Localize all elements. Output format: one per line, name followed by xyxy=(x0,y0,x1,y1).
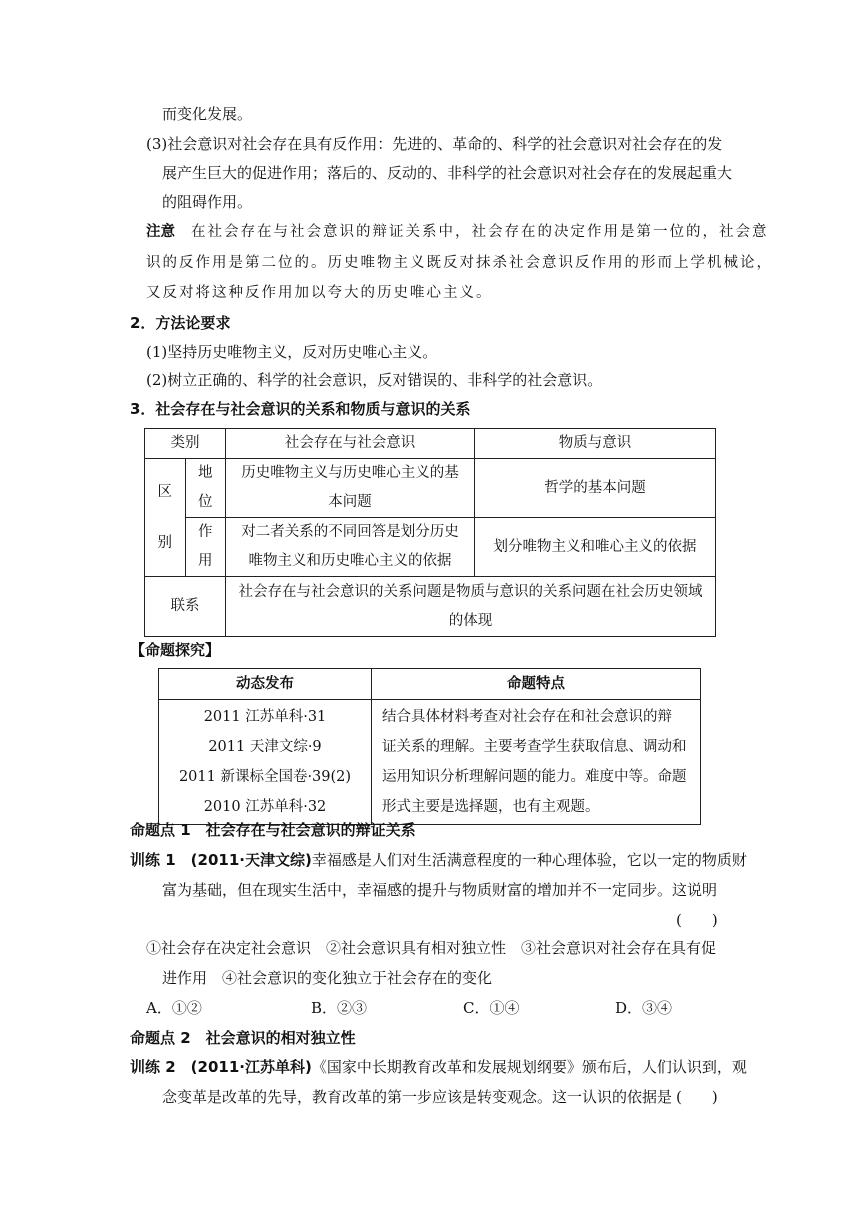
table-cell: 社会存在与社会意识的关系问题是物质与意识的关系问题在社会历史领域 的体现 xyxy=(226,577,716,637)
answer-bracket: ( ) xyxy=(676,1088,718,1106)
question-line xyxy=(130,850,747,870)
question-stem: 幸福感是人们对生活满意程度的一种心理体验，它以一定的物质财 xyxy=(311,851,747,869)
table-cell: 2011 江苏单科·31 2011 天津文综·9 2011 新课标全国卷·39(2) 2010 江苏单科·32 xyxy=(159,700,372,825)
answer-option[interactable]: C．①④ xyxy=(463,999,520,1017)
table-cell: 对二者关系的不同回答是划分历史 唯物主义和历史唯心主义的依据 xyxy=(226,518,475,577)
paragraph-line: (2)树立正确的、科学的社会意识，反对错误的、非科学的社会意识。 xyxy=(146,371,603,389)
table-cell: 划分唯物主义和唯心主义的依据 xyxy=(475,518,716,577)
table-cell: 历史唯物主义与历史唯心主义的基 本问题 xyxy=(226,459,475,518)
section-heading: 3．社会存在与社会意识的关系和物质与意识的关系 xyxy=(130,400,471,418)
note-line: 又反对将这种反作用加以夸大的历史唯心主义。 xyxy=(146,285,493,301)
table-header-cell: 社会存在与社会意识 xyxy=(226,429,475,459)
exam-explore-table xyxy=(158,668,701,825)
paragraph-line: (1)坚持历史唯物主义，反对历史唯心主义。 xyxy=(146,343,438,361)
table-cell: 哲学的基本问题 xyxy=(475,459,716,518)
exercise-label: 训练 2 xyxy=(130,1058,176,1076)
table-header-cell: 物质与意识 xyxy=(475,429,716,459)
question-line: ①社会存在决定社会意识 ②社会意识具有相对独立性 ③社会意识对社会存在具有促 xyxy=(146,939,717,957)
section-heading: 【命题探究】 xyxy=(130,641,221,659)
answer-option[interactable]: A．①② xyxy=(146,999,202,1017)
exercise-label: 训练 1 xyxy=(130,851,176,869)
paragraph-line: 而变化发展。 xyxy=(162,105,253,123)
note-label: 注意 xyxy=(146,224,175,240)
answer-option[interactable]: B．②③ xyxy=(311,999,368,1017)
topic-heading: 命题点 2 社会意识的相对独立性 xyxy=(130,1029,356,1047)
table-cell: 结合具体材料考查对社会存在和社会意识的辩 证关系的理解。主要考查学生获取信息、调动和 运用知识分析理解问题的能力。难度中等。命题 形式主要是选择题，也有主观题。 xyxy=(372,700,701,825)
comparison-table xyxy=(144,428,716,637)
note-line xyxy=(146,222,769,242)
table-row-label: 区 别 xyxy=(145,459,186,577)
question-source: (2011·天津文综) xyxy=(190,851,312,869)
section-heading: 2．方法论要求 xyxy=(130,314,231,332)
question-line xyxy=(130,1057,747,1077)
topic-heading: 命题点 1 社会存在与社会意识的辩证关系 xyxy=(130,821,416,839)
question-line: 进作用 ④社会意识的变化独立于社会存在的变化 xyxy=(162,969,493,987)
question-line: 念变革是改革的先导，教育改革的第一步应该是转变观念。这一认识的依据是 xyxy=(162,1088,673,1106)
table-header-cell: 动态发布 xyxy=(159,669,372,700)
question-stem: 《国家中长期教育改革和发展规划纲要》颁布后，人们认识到，观 xyxy=(311,1058,747,1076)
answer-option[interactable]: D．③④ xyxy=(615,999,673,1017)
question-line: 富为基础，但在现实生活中，幸福感的提升与物质财富的增加并不一定同步。这说明 xyxy=(162,881,718,899)
note-line: 识的反作用是第二位的。历史唯物主义既反对抹杀社会意识反作用的形而上学机械论， xyxy=(146,255,773,271)
table-row-label: 作 用 xyxy=(185,518,226,577)
question-source: (2011·江苏单科) xyxy=(190,1058,312,1076)
table-header-cell: 命题特点 xyxy=(372,669,701,700)
note-text: 在社会存在与社会意识的辩证关系中，社会存在的决定作用是第一位的，社会意 xyxy=(191,224,769,240)
table-row-label: 联系 xyxy=(145,577,226,637)
paragraph-line: 展产生巨大的促进作用；落后的、反动的、非科学的社会意识对社会存在的发展起重大 xyxy=(162,164,733,182)
paragraph-line: (3)社会意识对社会存在具有反作用：先进的、革命的、科学的社会意识对社会存在的发 xyxy=(146,135,723,153)
answer-bracket: ( ) xyxy=(676,911,718,929)
paragraph-line: 的阻碍作用。 xyxy=(162,193,253,211)
table-header-cell: 类别 xyxy=(145,429,226,459)
table-row-label: 地 位 xyxy=(185,459,226,518)
